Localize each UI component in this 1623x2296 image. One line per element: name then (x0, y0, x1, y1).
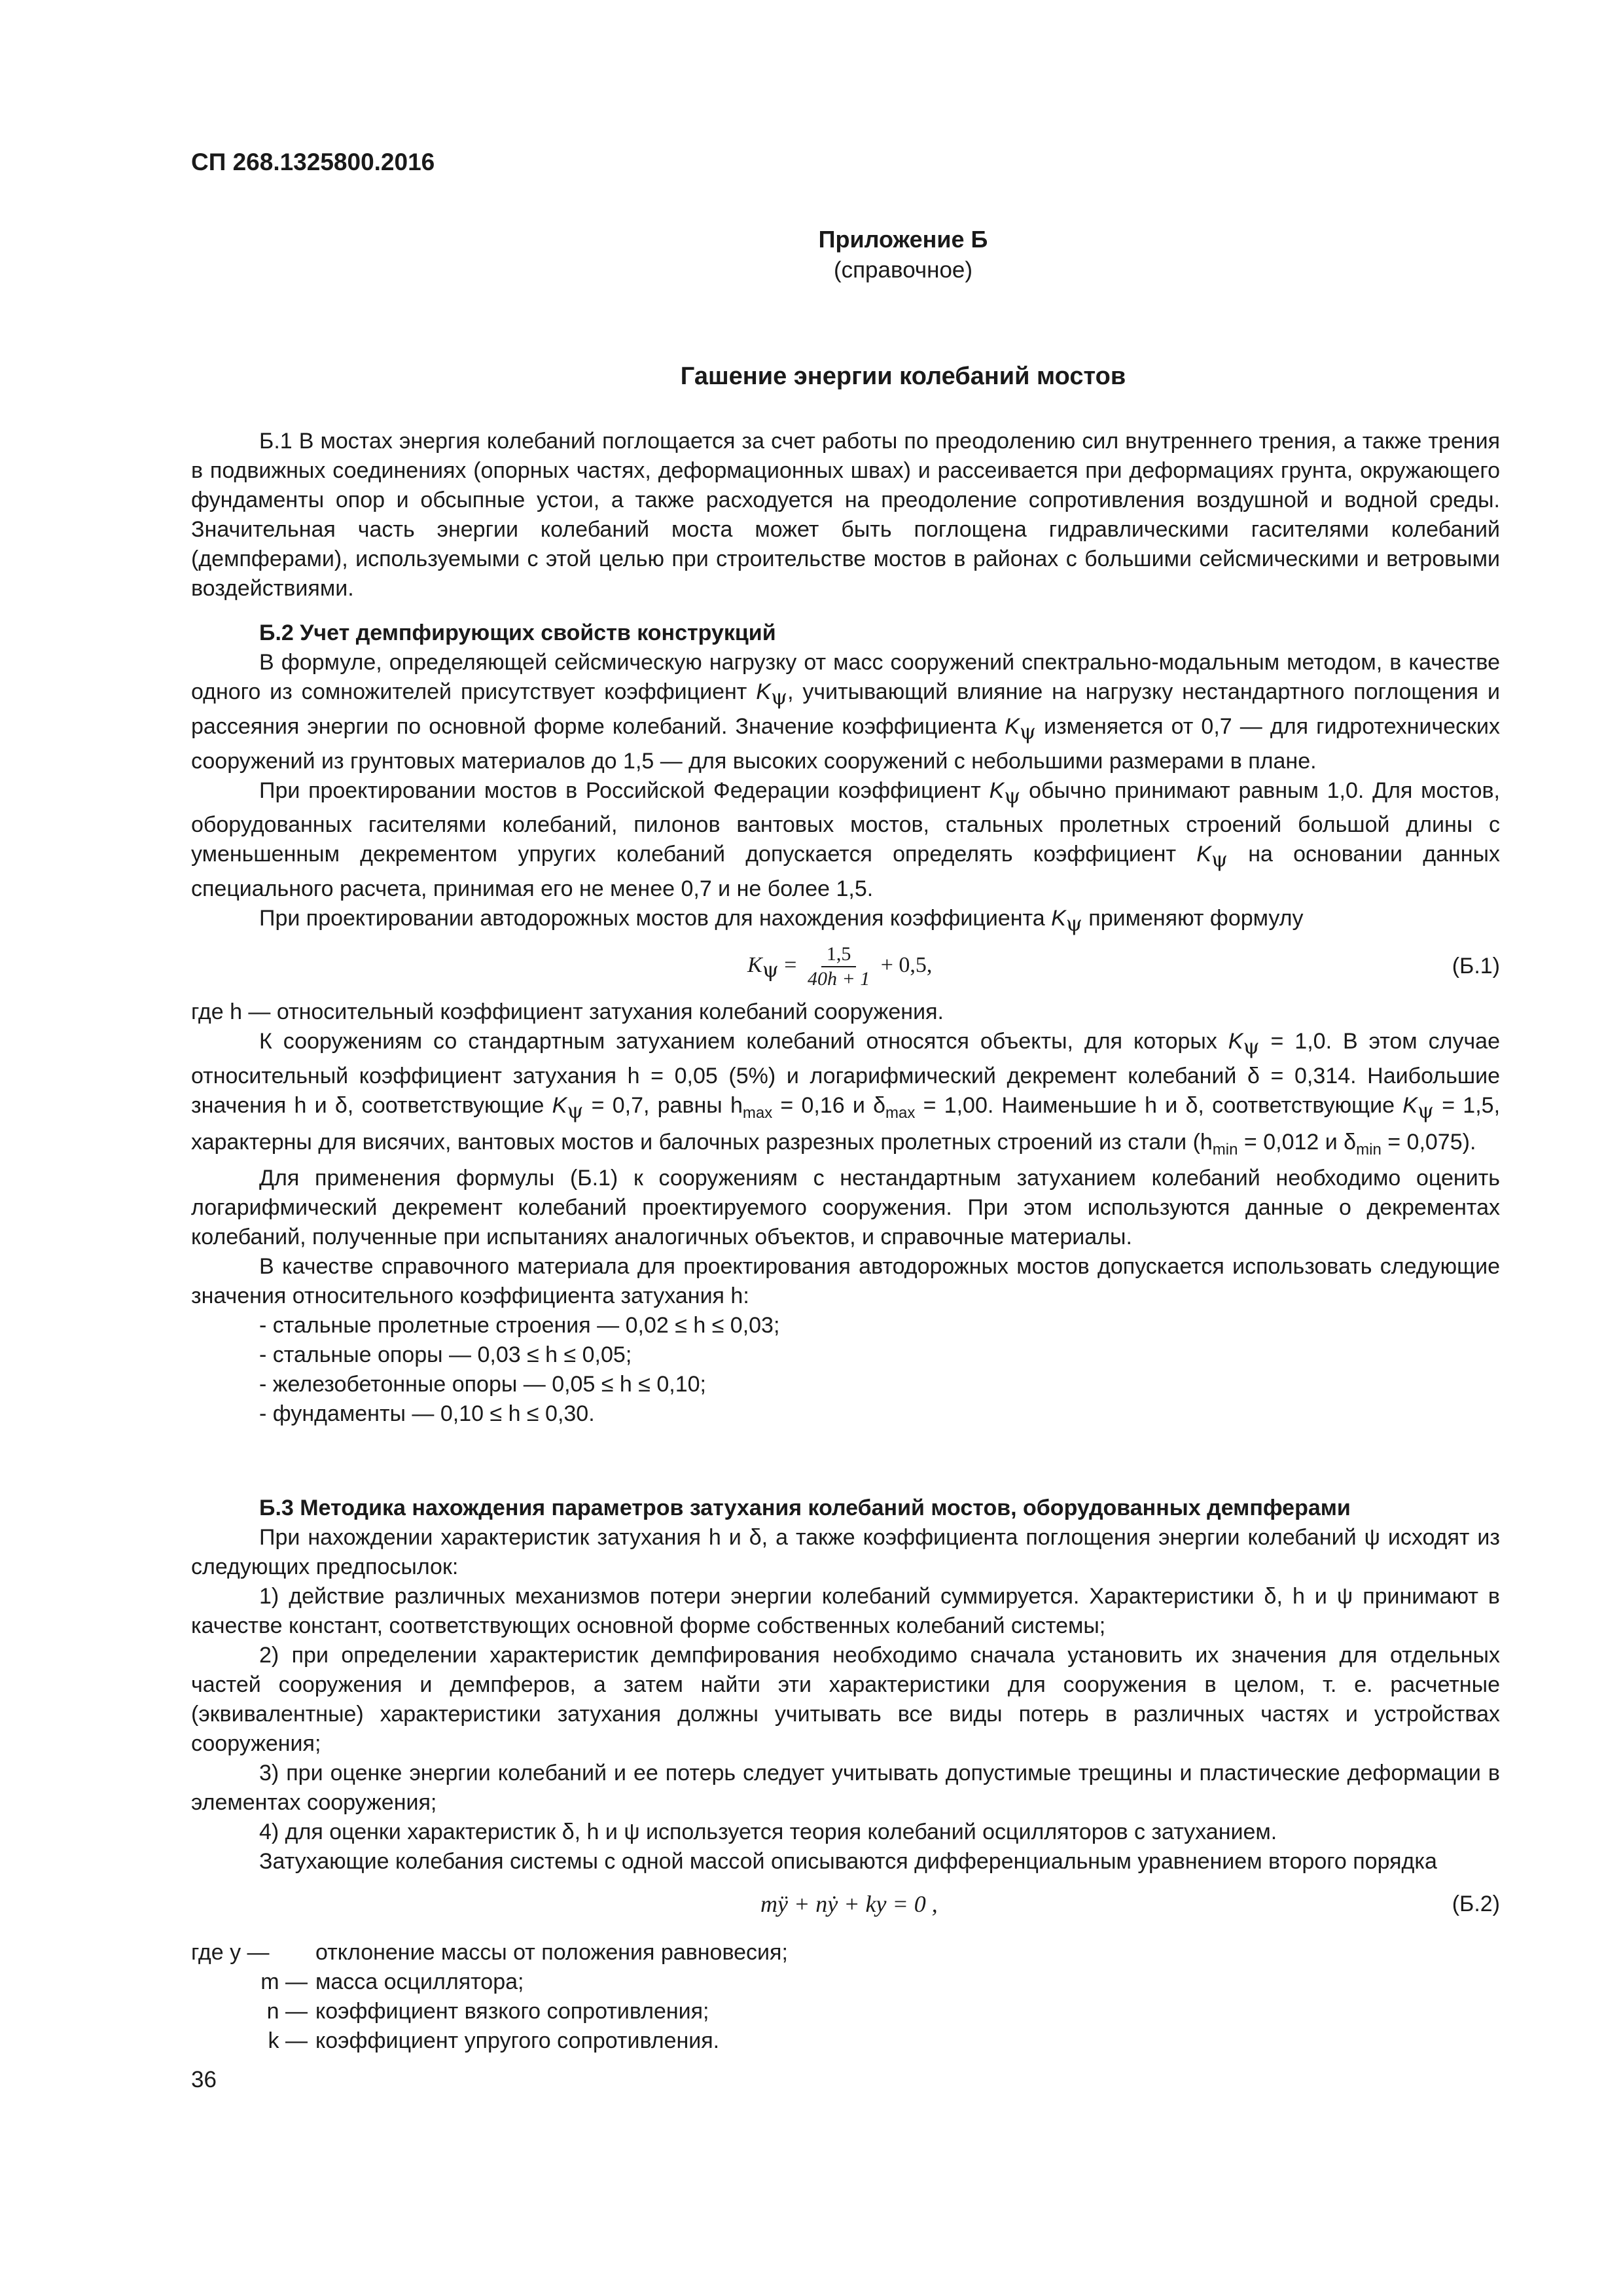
formula-b1-fraction: $\frac{1,5}{40h + 1}$ (807, 942, 870, 990)
where-desc: коэффициент упругого сопротивления. (315, 2028, 720, 2053)
assumption-4: 4) для оценки характеристик δ, h и ψ используется теория колебаний осцилляторов с затуханием. (259, 1820, 1277, 1844)
standard-code: СП 268.1325800.2016 (191, 149, 435, 175)
list-item: - стальные пролетные строения — 0,02 ≤ h ≤ 0,03; (259, 1313, 780, 1338)
section-heading-b3: Б.3 Методика нахождения параметров затухания колебаний мостов, оборудованных демпферами (259, 1496, 1351, 1520)
paragraph-b2-4: К сооружениям со стандартным затуханием колебаний относятся объекты, для которых $K_\psi = 1,0$. В этом случае относительный коэффициент затухания h = 0,05 (5%) и логарифмический декремент колебаний δ = 0,314. Наибольшие значения h и δ, соответствующие $K_\psi = 0,7$, равны $h_{max} = 0,16$ и $\delta_{max} = 1,00$. Наименьшие h и δ, соответствующие $K_\psi = 1,5$, характерны для висячих, вантовых мостов и балочных разрезных пролетных строений из стали ($h_{min} = 0,012$ и $\delta_{min} = 0,075$). (191, 1028, 1501, 1158)
paragraph-b3-2: Затухающие колебания системы с одной массой описываются дифференциальным уравнением второго порядка (259, 1849, 1437, 1874)
where-row (191, 1938, 1500, 1967)
where-row (191, 2026, 1500, 2056)
list-item: - стальные опоры — 0,03 ≤ h ≤ 0,05; (259, 1342, 632, 1368)
assumption-1: 1) действие различных механизмов потери энергии колебаний суммируется. Характеристики δ, h и ψ принимают в качестве констант, соответствующих основной форме собственных колебаний системы; (191, 1584, 1500, 1638)
formula-b2-label: (Б.2) (1452, 1892, 1500, 1916)
formula-b1-body: $K_\psi$ = $\frac{1,5}{40h + 1}$ + 0,5, (747, 942, 933, 990)
where-symbol: где y — (191, 1940, 270, 1965)
assumption-2: 2) при определении характеристик демпфирования необходимо сначала установить их значения для отдельных частей сооружения и демпферов, а затем найти эти характеристики для сооружения в целом, т. е. расчетные (эквивалентные) характеристики затухания должны учитывать все виды потерь в различных частях и устройствах сооружения; (191, 1643, 1500, 1756)
appendix-note: (справочное) (833, 257, 973, 283)
section-heading-b2: Б.2 Учет демпфирующих свойств конструкций (259, 620, 776, 645)
list-item: - железобетонные опоры — 0,05 ≤ h ≤ 0,10; (259, 1372, 707, 1397)
paragraph-b2-5: Для применения формулы (Б.1) к сооружениям с нестандартным затуханием колебаний необходимо оценить логарифмический декремент колебаний проектируемого сооружения. При этом используются данные о декрементах колебаний, полученные при испытаниях аналогичных объектов, и справочные материалы. (191, 1166, 1500, 1250)
paragraph-b2-3: При проектировании автодорожных мостов для нахождения коэффициента $K_\psi$ применяют формулу (259, 906, 1304, 936)
formula-b1 (191, 939, 1500, 997)
where-symbol: m — (260, 1969, 308, 1994)
where-desc: коэффициент вязкого сопротивления; (315, 1999, 709, 2024)
where-desc: отклонение массы от положения равновесия; (315, 1940, 788, 1965)
where-desc: масса осциллятора; (315, 1969, 524, 1994)
formula-b2 (191, 1876, 1500, 1935)
where-row (191, 1997, 1500, 2026)
paragraph-b2-6: В качестве справочного материала для проектирования автодорожных мостов допускается использовать следующие значения относительного коэффициента затухания h: (191, 1254, 1500, 1309)
where-symbol: k — (268, 2028, 308, 2053)
formula-b1-label: (Б.1) (1452, 953, 1500, 978)
section-b1 (191, 427, 1500, 603)
assumption-3: 3) при оценке энергии колебаний и ее потерь следует учитывать допустимые трещины и пластические деформации в элементах сооружения; (191, 1761, 1500, 1815)
damping-list (191, 1311, 1500, 1429)
appendix-label: Приложение Б (818, 226, 988, 253)
paragraph-b1: Б.1 В мостах энергия колебаний поглощается за счет работы по преодолению сил внутреннего трения, а также трения в подвижных соединениях (опорных частях, деформационных швах) и рассеивается при деформациях грунта, окружающего фундаменты опор и обсыпные устои, а также расходуется на преодоление сопротивления воздушной и водной среды. Значительная часть энергии колебаний моста может быть поглощена гидравлическими гасителями колебаний (демпферами), используемыми с этой целью при строительстве мостов в районах с большими сейсмическими и ветровыми воздействиями. (191, 429, 1500, 601)
list-item: - фундаменты — 0,10 ≤ h ≤ 0,30. (259, 1401, 595, 1427)
page-title: Гашение энергии колебаний мостов (680, 363, 1126, 390)
where-h: где h — относительный коэффициент затухания колебаний сооружения. (191, 999, 944, 1024)
section-b2 (191, 619, 1500, 1429)
paragraph-b2-1: В формуле, определяющей сейсмическую нагрузку от масс сооружений спектрально-модальным методом, в качестве одного из сомножителей присутствует коэффициент $K_\psi$, учитывающий влияние на нагрузку нестандартного поглощения и рассеяния энергии по основной форме колебаний. Значение коэффициента $K_\psi$ изменяется от 0,7 — для гидротехнических сооружений из грунтовых материалов до 1,5 — для высоких сооружений с небольшими размерами в плане. (191, 650, 1500, 774)
paragraph-b3-1: При нахождении характеристик затухания h и δ, а также коэффициента поглощения энергии колебаний ψ исходят из следующих предпосылок: (191, 1525, 1500, 1579)
paragraph-b2-2: При проектировании мостов в Российской Федерации коэффициент $K_\psi$ обычно принимают равным 1,0. Для мостов, оборудованных гасителями колебаний, пилонов вантовых мостов, стальных пролетных строений большой длины с уменьшенным декрементом упругих колебаний допускается определять коэффициент $K_\psi$ на основании данных специального расчета, принимая его не менее 0,7 и не более 1,5. (191, 778, 1500, 902)
where-symbol: n — (266, 1999, 308, 2024)
section-b3 (191, 1494, 1500, 2056)
page-number: 36 (191, 2067, 217, 2092)
where-row (191, 1967, 1500, 1997)
where-list (191, 1938, 1500, 2056)
formula-b2-body: mÿ + nẏ + ky = 0 , (760, 1891, 938, 1917)
